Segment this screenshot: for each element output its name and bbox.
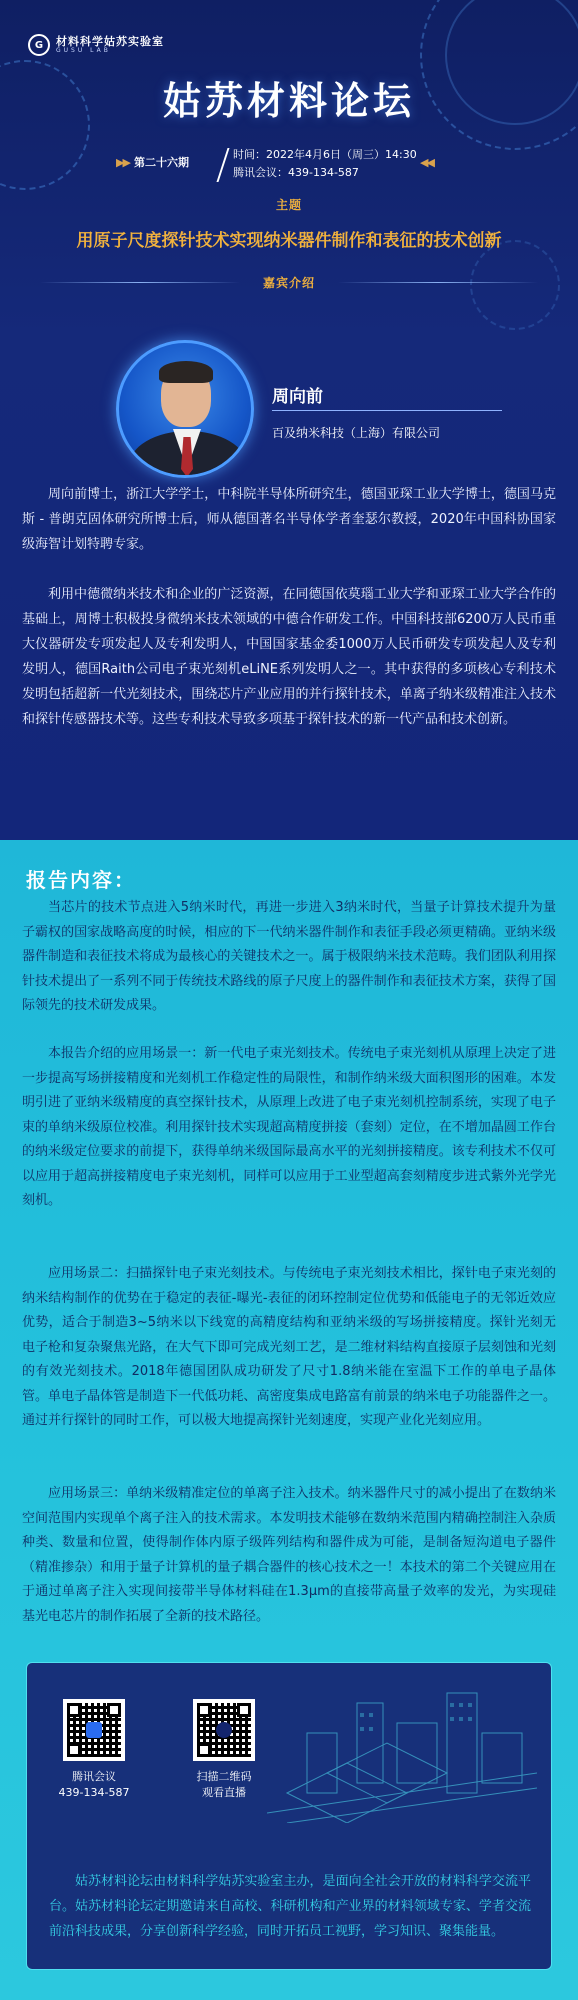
chevron-right-icon: ▶▶: [116, 156, 129, 169]
qr2-label: 扫描二维码: [196, 1770, 252, 1783]
lab-logo-icon: G: [28, 34, 50, 56]
divider-line: [338, 282, 538, 283]
qr2-caption: 观看直播: [202, 1786, 246, 1799]
qr1-meeting-id: 439-134-587: [58, 1786, 130, 1799]
event-info: [116, 146, 480, 186]
speaker-bio-paragraph: 周向前博士，浙江大学学士，中科院半导体所研究生，德国亚琛工业大学博士，德国马克斯 - 普朗克固体研究所博士后，师从德国著名半导体学者奎瑟尔教授，2020年中国科协国家级海智计划特聘专家。: [22, 487, 556, 552]
forum-about: 姑苏材料论坛由材料科学姑苏实验室主办，是面向全社会开放的材料科学交流平台。姑苏材料论坛定期邀请来自高校、科研机构和产业界的材料领域专家、学者交流前沿科技成果，分享创新科学经验，同时开拓员工视野，学习知识、聚集能量。: [49, 1874, 531, 1939]
live-stream-icon: [216, 1722, 232, 1738]
footer-panel: [26, 1662, 552, 1970]
report-section: [0, 840, 578, 2000]
event-meeting-id: 腾讯会议：439-134-587: [233, 166, 359, 179]
speaker-name: 周向前: [272, 387, 323, 407]
lab-name-cn: 材料科学姑苏实验室: [56, 34, 164, 48]
header-section: [0, 0, 578, 840]
report-paragraph: 本报告介绍的应用场景一：新一代电子束光刻技术。传统电子束光刻机从原理上决定了进一步提高写场拼接精度和光刻机工作稳定性的局限性，和制作纳米级大面积图形的困难。本发明引进了亚纳米级精度的真空探针技术，从原理上改进了电子束光刻机控制系统，实现了电子束的单纳米级原位校准。利用探针技术实现超高精度拼接（套刻）定位，在不增加晶圆工作台的纳米级定位要求的前提下，获得单纳米级国际最高水平的光刻拼接精度。该专利技术不仅可以应用于超高拼接精度电子束光刻机，同样可以应用于工业型超高套刻精度步进式紫外光学光刻机。: [22, 1046, 556, 1208]
divider-slash: [216, 148, 229, 182]
lab-logo: [28, 34, 164, 56]
report-paragraph: 应用场景三：单纳米级精准定位的单离子注入技术。纳米器件尺寸的减小提出了在数纳米空间范围内实现单个离子注入的技术需求。本发明技术能够在数纳米范围内精确控制注入杂质种类、数量和位置，使得制作体内原子级阵列结构和器件成为可能，是制备短沟道电子器件（精准掺杂）和用于量子计算机的量子耦合器件的核心技术之一！本技术的第二个关键应用在于通过单离子注入实现间接带半导体材料硅在1.3μm的直接带高量子效率的发光，为实现硅基光电芯片的制作拓展了全新的技术路径。: [22, 1486, 556, 1624]
speaker-photo: [116, 340, 254, 478]
report-heading: 报告内容：: [26, 868, 136, 892]
lab-name-en: GUSU LAB: [56, 46, 111, 54]
city-illustration: [267, 1673, 537, 1823]
report-paragraph: 应用场景二：扫描探针电子束光刻技术。与传统电子束光刻技术相比，探针电子束光刻的纳米结构制作的优势在于稳定的表征-曝光-表征的闭环控制定位优势和低能电子的无邻近效应优势，适合于制造3~5纳米以下线宽的高精度结构和亚纳米级的写场拼接精度。探针光刻无电子枪和复杂聚焦光路，在大气下即可完成光刻工艺，是二维材料结构直接原子层刻蚀和光刻的有效光刻技术。2018年德国团队成功研发了尺寸1.8纳米能在室温下工作的单电子晶体管。单电子晶体管是制造下一代低功耗、高密度集成电路富有前景的纳米电子功能器件之一。通过并行探针的同时工作，可以极大地提高探针光刻速度，实现产业化光刻应用。: [22, 1266, 556, 1428]
qr1-label: 腾讯会议: [72, 1770, 116, 1783]
issue-number: 第二十六期: [134, 156, 189, 169]
topic-title: 用原子尺度探针技术实现纳米器件制作和表征的技术创新: [76, 231, 502, 251]
event-time: 时间：2022年4月6日（周三）14:30: [233, 148, 417, 161]
live-stream-qr[interactable]: [193, 1699, 255, 1761]
tencent-meeting-icon: [86, 1722, 102, 1738]
report-paragraph: 当芯片的技术节点进入5纳米时代，再进一步进入3纳米时代，当量子计算技术提升为量子霸权的国家战略高度的时候，相应的下一代纳米器件制作和表征手段必须更精确。亚纳米级器件制造和表征技术将成为最核心的关键技术之一。属于极限纳米技术范畴。我们团队利用探针技术提出了一系列不同于传统技术路线的原子尺度上的器件制作和表征技术方案，获得了国际领先的技术研发成果。: [22, 900, 556, 1013]
chevron-left-icon: ◀◀: [420, 156, 433, 169]
speaker-organization: 百及纳米科技（上海）有限公司: [272, 426, 441, 440]
forum-title: 姑苏材料论坛: [162, 79, 415, 123]
speaker-divider: [272, 410, 502, 411]
tencent-meeting-qr[interactable]: [63, 1699, 125, 1761]
topic-label: 主题: [275, 198, 302, 212]
guest-label: 嘉宾介绍: [262, 276, 315, 290]
speaker-bio-paragraph: 利用中德微纳米技术和企业的广泛资源，在同德国依莫瑙工业大学和亚琛工业大学合作的基础上，周博士积极投身微纳米技术领域的中德合作研发工作。中国科技部6200万人民币重大仪器研发专项发起人及专利发明人，中国国家基金委1000万人民币研发专项发起人及专利发明人，德国Raith公司电子束光刻机eLiNE系列发明人之一。其中获得的多项核心专利技术发明包括超新一代光刻技术，围绕芯片产业应用的并行探针技术，单离子纳米级精准注入技术和探针传感器技术等。这些专利技术导致多项基于探针技术的新一代产品和技术创新。: [22, 587, 557, 727]
